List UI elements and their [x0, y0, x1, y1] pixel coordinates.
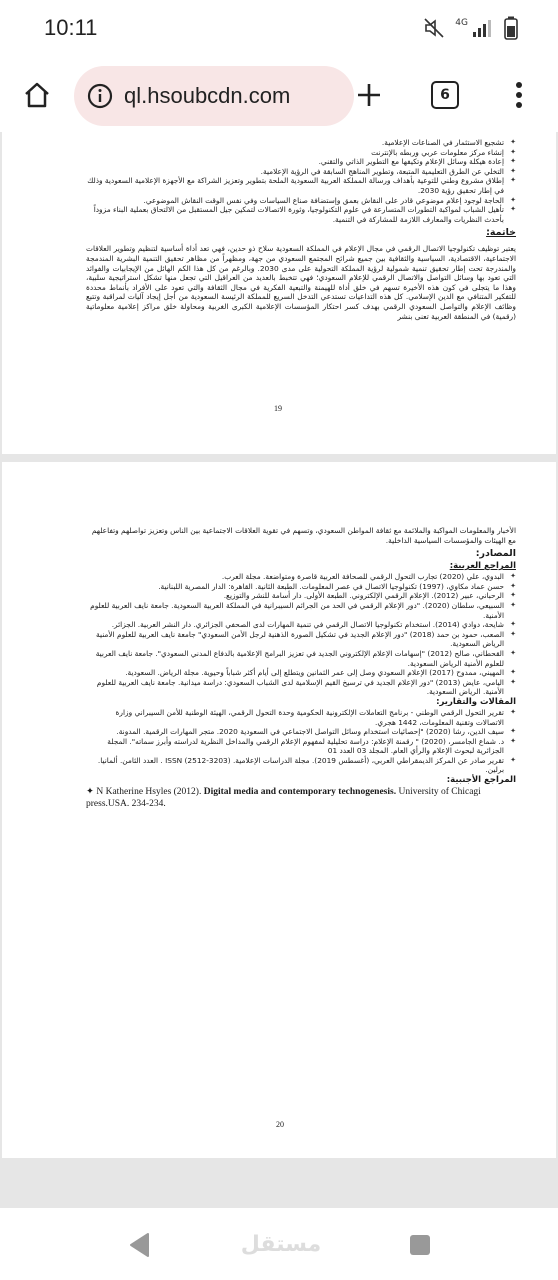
articles-heading: المقالات والتقارير: [436, 696, 516, 707]
reference-item: ✦ تقرير صادر عن المركز الديمقراطي العربي، (أغسطس 2019). مجلة الدراسات الإعلامية. ISSN (2512-3203) . العدد الثامن. ألمانيا. برلين. [86, 756, 516, 775]
foreign-ref-rest: University of Chicagi press.USA. 234-234. [86, 787, 481, 810]
reference-item: ✦ البدوي، علي (2020) تجارب التحول الرقمي للصحافة العربية قاصرة ومتواضعة. مجلة العرب. [86, 572, 516, 582]
reference-item: ✦ القحطاني، صالح (2012) "إسهامات الإعلام الإلكتروني الجديد في تعزيز البرامج الإعلامية بالدفاع المدني السعودي". جامعة نايف العربية للعلوم الأمنية الرياض السعودية. [86, 649, 516, 668]
reference-item: ✦ المهيني، ممدوح (2017) الإعلام السعودي وصل إلى عمر الثمانين ويتطلع إلى أيام أكثر شباباً وحيوية. مجلة الرياض. السعودية. [86, 668, 516, 678]
page-19-content [86, 138, 516, 321]
reference-item: ✦ الرحباني، عبير (2012). الإعلام الرقمي الإلكتروني. الطبعة الأولى. دار أسامة للنشر والتوزيع. [86, 591, 516, 601]
list-item: ✦ إعادة هيكلة وسائل الإعلام وتكيفها مع التطوير الذاتي والتقني. [86, 157, 516, 167]
square-icon [408, 1233, 432, 1257]
bullet-icon: ✦ [86, 787, 97, 798]
signal-icon [472, 18, 494, 38]
list-item: ✦ إطلاق مشروع وطني للتوعية بأهداف ورسالة المملكة العربية السعودية الملحة بتطوير وتعزيز الشراكة مع الأجهزة الإعلامية السعودية وذلك في إطار تحقيق رؤية 2030. [86, 176, 516, 195]
back-triangle-icon [128, 1232, 150, 1258]
status-bar [0, 0, 558, 58]
address-bar[interactable] [74, 66, 354, 126]
info-icon[interactable] [86, 82, 114, 110]
watermark-logo: مستقل [240, 1231, 322, 1257]
reference-item: ✦ د. شماع الجامسر، (2020) " رقمنة الإعلام: دراسة تحليلية لمفهوم الإعلام الرقمي والمداخل النظرية لدراسته وأبرز سماته". المجلة الجزائرية لبحوث الإعلام والرأي العام. المجلد 03 العدد 01 [86, 737, 516, 756]
foreign-ref-title: Digital media and contemporary technogenesis. [203, 787, 397, 798]
status-icons [423, 16, 518, 40]
list-item: ✦ التخلي عن الطرق التعليمية المتبعة، وتطوير المناهج السابقة في الرؤية الإعلامية. [86, 167, 516, 177]
intro-paragraph: الأخبار والمعلومات المواكبة والملائمة مع ثقافة المواطن السعودي، وتسهم في تقوية العلاقات الاجتماعية بين الناس وتعزيز تواصلهم وتفاعلهم مع الهيئات والمؤسسات السياسية الداخلية. [91, 526, 516, 545]
back-button[interactable] [124, 1230, 154, 1260]
list-item: ✦ تشجيع الاستثمار في الصناعات الإعلامية. [86, 138, 516, 148]
tab-count: 6 [431, 81, 459, 109]
url-text: ql.hsoubcdn.com [124, 83, 291, 108]
list-item: ✦ إنشاء مركز معلومات عربي وربطه بالإنترنت [86, 148, 516, 158]
home-nav-button[interactable] [240, 1224, 322, 1264]
sources-heading: المصادر: [475, 548, 516, 560]
foreign-reference [86, 786, 516, 810]
reference-item: ✦ حسن عماد مكاوي، (1997) تكنولوجيا الاتصال في عصر المعلومات. الطبعة الثانية. القاهرة: الدار المصرية اللبنانية. [86, 582, 516, 592]
home-button[interactable] [20, 78, 54, 112]
page-number: 19 [274, 404, 282, 413]
recents-button[interactable] [406, 1231, 434, 1259]
foreign-refs-heading: المراجع الأجنبية: [446, 775, 516, 786]
reference-item: ✦ سيف الدين، رشا (2020) "إحصائيات استخدام وسائل التواصل الاجتماعي في السعودية 2020. متجر المهارات الرقمية. المدونة. [86, 727, 516, 737]
home-icon [22, 80, 52, 110]
reference-item: ✦ شايحة، دوادي (2014). استخدام تكنولوجيا الاتصال الرقمي في تنمية المهارات لدى الصحفي الجزائري. دار النشر العربية. الجزائر. [86, 620, 516, 630]
page-number: 20 [276, 1120, 284, 1129]
reference-item: ✦ تقرير التحول الرقمي الوطني - برنامج التعاملات الإلكترونية الحكومية وحدة التحول الرقمي، الهيئة الوطنية للأمن السيبراني وزارة الاتصالات وتقنية المعلومات، 1442 هجري. [86, 708, 516, 727]
battery-icon [504, 16, 518, 40]
pdf-page-20 [2, 462, 556, 1158]
foreign-ref-authors: N Katherine Hsyles (2012). [96, 787, 202, 798]
new-tab-button[interactable] [352, 78, 386, 112]
mute-icon [423, 17, 445, 39]
network-type: 4G [455, 18, 468, 28]
clock: 10:11 [44, 15, 98, 40]
reference-item: ✦ السبيعي، سلطان (2020). "دور الإعلام الرقمي في الحد من الجرائم السيبرانية في المملكة العربية السعودية. جامعة نايف العربية للعلوم الأمنية. [86, 601, 516, 620]
browser-toolbar [0, 58, 558, 132]
list-item: ✦ تأهيل الشباب لمواكبة التطورات المتسارعة في علوم التكنولوجيا، وثورة الاتصالات لتمكين جيل المستقبل من الالتحاق بعملية البناء مزوداً بأحدث النظريات والمعارف اللازمة للمشاركة في التنمية. [86, 205, 516, 224]
list-item: ✦ الحاجة لوجود إعلام موضوعي قادر على النقاش بعمق وإستضافة صناع السياسات وفي نفس الوقت النقاش الموضوعي. [86, 196, 516, 206]
arabic-refs-heading: المراجع العربية: [449, 561, 516, 572]
tab-switcher-button[interactable] [428, 78, 462, 112]
conclusion-heading: خاتمة: [486, 227, 516, 239]
more-vert-icon [515, 81, 523, 109]
plus-icon [356, 82, 382, 108]
pdf-page-19 [2, 132, 556, 454]
menu-button[interactable] [504, 78, 534, 112]
conclusion-paragraph: يعتبر توظيف تكنولوجيا الاتصال الرقمي في مجال الإعلام في المملكة السعودية سلاح ذو حدين، فهي تعد أداة أساسية لتنظيم وتطوير العلاقات الاجتماعية، الاقتصادية، السياسية والثقافية بين جميع شرائح المجتمع السعودي من جهة، ومظهراً من مظاهر تحقيق التنمية البشرية المندمجة والمندرجة تحت إطار تحقيق تنمية شمولية لرؤية المملكة التحولية على مدى 2030. وبالرغم من كل هذا الكم الهائل من الإيجابيات والفوائد التي تعود بها وسائل التواصل والاتصال الرقمي للإعلام السعودي؛ فهي تتخبط بالعديد من العراقيل التي تجعل منها تشكل استراتيجية سلبية، وهذا ما يتجلى في كون هذه الأخيرة تسهم في خلق أداة للهيمنة والتبعية الفكرية في مجال الثقافة والتي تعود على الأفراد بأنماط محددة للتفكير المتنافي مع الدين الإسلامي. كل هذه التداعيات تستدعي التدخل السريع للمملكة الرئيسة السعودية من أجل إيجاد آليات لمراقبة وتتبع وظائف الإعلام والتواصل السعودي الرقمي بهدف كسر احتكار المؤسسات الإعلامية الكبرى الغربية ومحاولة خلق مراكز إعلامية معلوماتية (رقمية) في المنطقة العربية تعنى بنشر [86, 244, 516, 321]
page-20-content [86, 526, 516, 810]
reference-item: ✦ الصعب، حمود بن حمد (2018) "دور الإعلام الجديد في تشكيل الصورة الذهنية لرجل الأمن السعودي" جامعة نايف العربية للعلوم الأمنية الرياض السعودية. [86, 630, 516, 649]
navigation-bar [0, 1208, 558, 1280]
reference-item: ✦ اليامي، عايض (2013) "دور الإعلام الجديد في ترسيخ القيم الإسلامية لدى الشباب السعودي: دراسة ميدانية. جامعة نايف العربية للعلوم الأمنية. الرياض السعودية. [86, 678, 516, 697]
